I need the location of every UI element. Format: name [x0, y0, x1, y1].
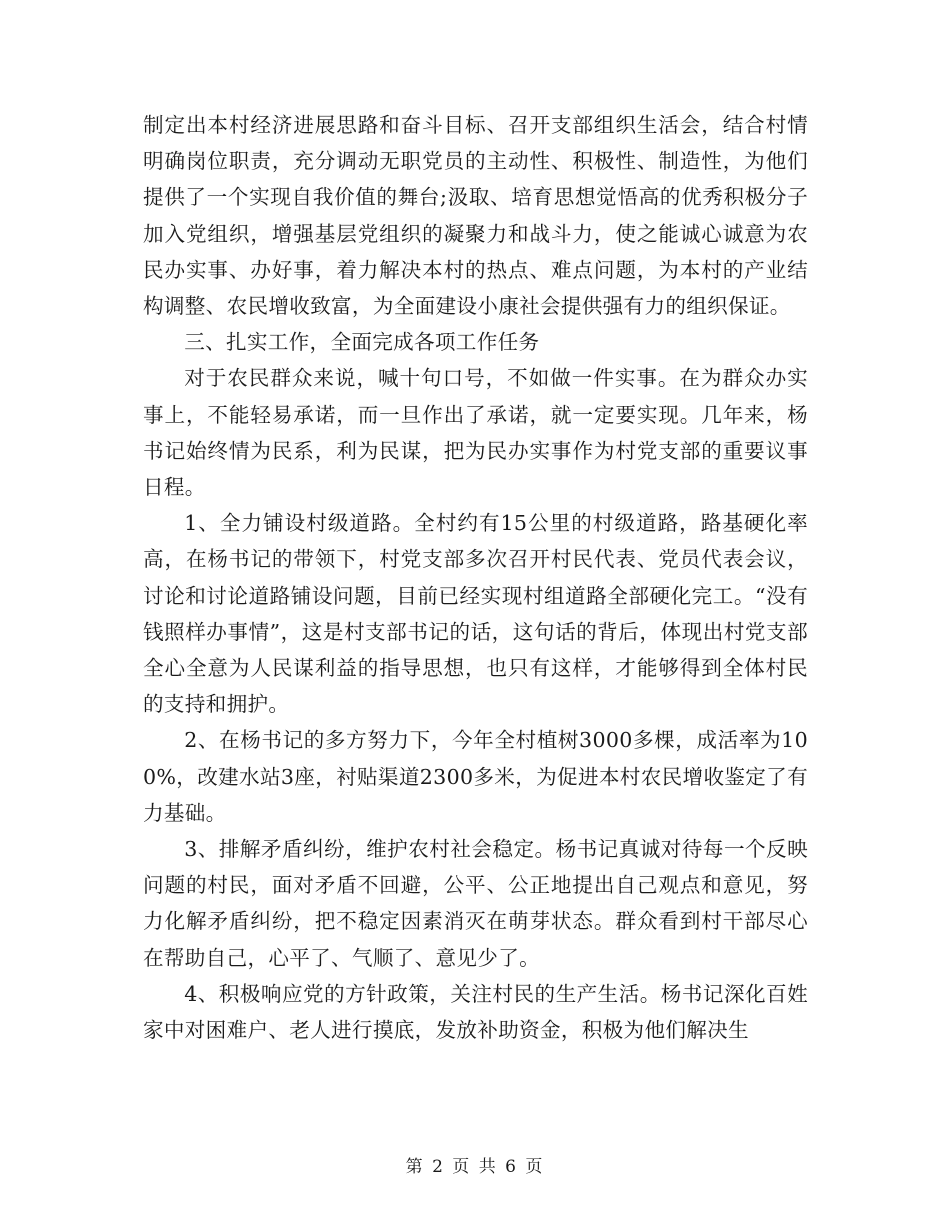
- paragraph-intro: 对于农民群众来说，喊十句口号，不如做一件实事。在为群众办实事上，不能轻易承诺，而一旦作出了承诺，就一定要实现。几年来，杨书记始终情为民系，利为民谋，把为民办实事作为村党支部的重要议事日程。: [143, 366, 808, 500]
- paragraph-continued: 制定出本村经济进展思路和奋斗目标、召开支部组织生活会，结合村情明确岗位职责，充分调动无职党员的主动性、积极性、制造性，为他们提供了一个实现自我价值的舞台;汲取、培育思想觉悟高的优秀积极分子加入党组织，增强基层党组织的凝聚力和战斗力，使之能诚心诚意为农民办实事、办好事，着力解决本村的热点、难点问题，为本村的产业结构调整、农民增收致富，为全面建设小康社会提供强有力的组织保证。: [143, 113, 808, 319]
- document-body: [143, 107, 808, 1048]
- paragraph-item-1: 1、全力铺设村级道路。全村约有15公里的村级道路，路基硬化率高，在杨书记的带领下，村党支部多次召开村民代表、党员代表会议，讨论和讨论道路铺设问题，目前已经实现村组道路全部硬化完工。“没有钱照样办事情”，这是村支部书记的话，这句话的背后，体现出村党支部全心全意为人民谋利益的指导思想，也只有这样，才能够得到全体村民的支持和拥护。: [143, 511, 808, 717]
- section-heading: 三、扎实工作，全面完成各项工作任务: [184, 330, 540, 355]
- paragraph-item-4: 4、积极响应党的方针政策，关注村民的生产生活。杨书记深化百姓家中对困难户、老人进行摸底，发放补助资金，积极为他们解决生: [143, 981, 808, 1043]
- paragraph-item-3: 3、排解矛盾纠纷，维护农村社会稳定。杨书记真诚对待每一个反映问题的村民，面对矛盾不回避，公平、公正地提出自己观点和意见，努力化解矛盾纠纷，把不稳定因素消灭在萌芽状态。群众看到村干部尽心在帮助自己，心平了、气顺了、意见少了。: [143, 837, 808, 970]
- paragraph-item-2: 2、在杨书记的多方努力下，今年全村植树3000多棵，成活率为100%，改建水站3座，衬贴渠道2300多米，为促进本村农民增收鉴定了有力基础。: [143, 728, 808, 825]
- page-number-footer: 第 2 页 共 6 页: [405, 1157, 545, 1177]
